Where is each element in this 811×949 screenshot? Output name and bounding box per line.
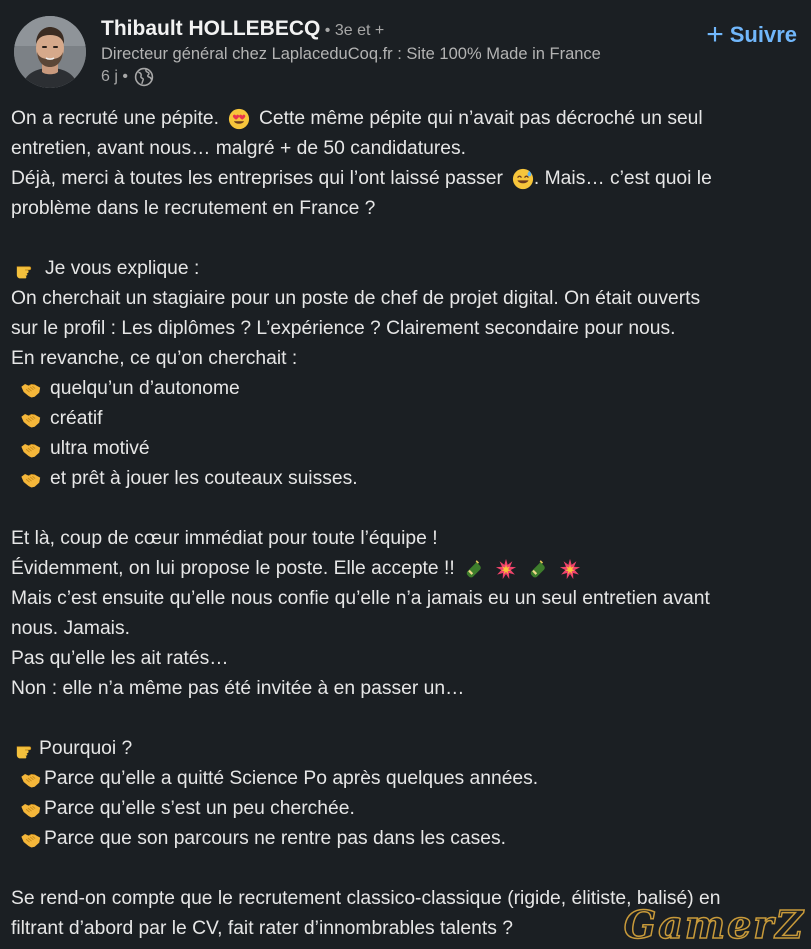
plus-icon: +: [706, 18, 724, 51]
handshake-emoji: [20, 768, 42, 790]
heart-eyes-emoji: [228, 108, 250, 130]
post-text: Non : elle n’a même pas été invitée à en passer un…: [11, 678, 465, 699]
post-text: entretien, avant nous… malgré + de 50 candidatures.: [11, 138, 467, 159]
post-header: [0, 0, 811, 100]
bullet-item: [11, 464, 801, 494]
post-line: [11, 104, 801, 134]
post-line: [11, 194, 801, 224]
bullet-item: [11, 404, 801, 434]
post-line: [11, 644, 801, 674]
post-text: On cherchait un stagiaire pour un poste de chef de projet digital. On était ouverts: [11, 288, 701, 309]
post-time: 6 j •: [101, 68, 128, 85]
post-text: Et là, coup de cœur immédiat pour toute l’équipe !: [11, 528, 438, 549]
handshake-emoji: [20, 408, 42, 430]
post-text: Pourquoi ?: [39, 738, 133, 759]
author-name[interactable]: [101, 17, 384, 41]
post-text: On a recruté une pépite.: [11, 108, 219, 129]
post-text: sur le profil : Les diplômes ? L’expérience ? Clairement secondaire pour nous.: [11, 318, 676, 339]
handshake-emoji: [20, 468, 42, 490]
collision-emoji: [559, 558, 581, 580]
blank-line: [11, 224, 801, 254]
champagne-emoji: [463, 558, 485, 580]
bullet-text: créatif: [50, 408, 103, 429]
post-body: [11, 104, 801, 944]
bullet-item: [11, 824, 801, 854]
bullet-text: quelqu’un d’autonome: [50, 378, 240, 399]
bullet-text: et prêt à jouer les couteaux suisses.: [50, 468, 358, 489]
follow-label: Suivre: [729, 22, 797, 47]
post-line: [11, 734, 801, 764]
bullet-item: [11, 764, 801, 794]
post-line: [11, 314, 801, 344]
post-line: [11, 524, 801, 554]
post-text: Je vous explique :: [45, 258, 200, 279]
post-text: Se rend-on compte que le recrutement classico-classique (rigide, élitiste, balisé) en: [11, 888, 721, 909]
post-meta: [101, 67, 154, 87]
blank-line: [11, 854, 801, 884]
post-line: [11, 344, 801, 374]
bullet-text: Parce qu’elle s’est un peu cherchée.: [44, 798, 355, 819]
post-text: problème dans le recrutement en France ?: [11, 198, 376, 219]
post-line: [11, 164, 801, 194]
collision-emoji: [495, 558, 517, 580]
globe-icon: [134, 67, 154, 87]
watermark: GamerZ: [623, 902, 805, 947]
sweat-smile-emoji: [512, 168, 534, 190]
post-line: [11, 554, 801, 584]
author-headline: Directeur général chez LaplaceduCoq.fr : Site 100% Made in France: [101, 45, 601, 63]
connection-degree: • 3e et +: [320, 22, 385, 39]
handshake-emoji: [20, 438, 42, 460]
post-text: Mais c’est ensuite qu’elle nous confie qu’elle n’a jamais eu un seul entretien avant: [11, 588, 710, 609]
post-text: Évidemment, on lui propose le poste. Elle accepte !!: [11, 558, 455, 579]
pointing-right-emoji: [15, 738, 37, 760]
post-text: Cette même pépite qui n’avait pas décroché un seul: [258, 108, 703, 129]
pointing-right-emoji: [15, 258, 37, 280]
handshake-emoji: [20, 828, 42, 850]
post-line: [11, 134, 801, 164]
post-text: Déjà, merci à toutes les entreprises qui l’ont laissé passer: [11, 168, 503, 189]
bullet-text: Parce qu’elle a quitté Science Po après quelques années.: [44, 768, 539, 789]
handshake-emoji: [20, 798, 42, 820]
bullet-item: [11, 434, 801, 464]
bullet-text: Parce que son parcours ne rentre pas dans les cases.: [44, 828, 506, 849]
post-line: [11, 584, 801, 614]
bullet-item: [11, 374, 801, 404]
follow-button[interactable]: [706, 18, 797, 51]
post-text: . Mais… c’est quoi le: [533, 168, 712, 189]
post-text: filtrant d’abord par le CV, fait rater d’innombrables talents ?: [11, 918, 513, 939]
post-text: En revanche, ce qu’on cherchait :: [11, 348, 298, 369]
handshake-emoji: [20, 378, 42, 400]
post-text: Pas qu’elle les ait ratés…: [11, 648, 229, 669]
avatar[interactable]: [14, 16, 86, 88]
blank-line: [11, 704, 801, 734]
post-line: [11, 674, 801, 704]
post-text: nous. Jamais.: [11, 618, 130, 639]
author-name-text[interactable]: Thibault HOLLEBECQ: [101, 17, 321, 40]
bullet-item: [11, 794, 801, 824]
blank-line: [11, 494, 801, 524]
bullet-text: ultra motivé: [50, 438, 150, 459]
post-line: [11, 284, 801, 314]
champagne-emoji: [527, 558, 549, 580]
post-line: [11, 614, 801, 644]
post-line: [11, 254, 801, 284]
